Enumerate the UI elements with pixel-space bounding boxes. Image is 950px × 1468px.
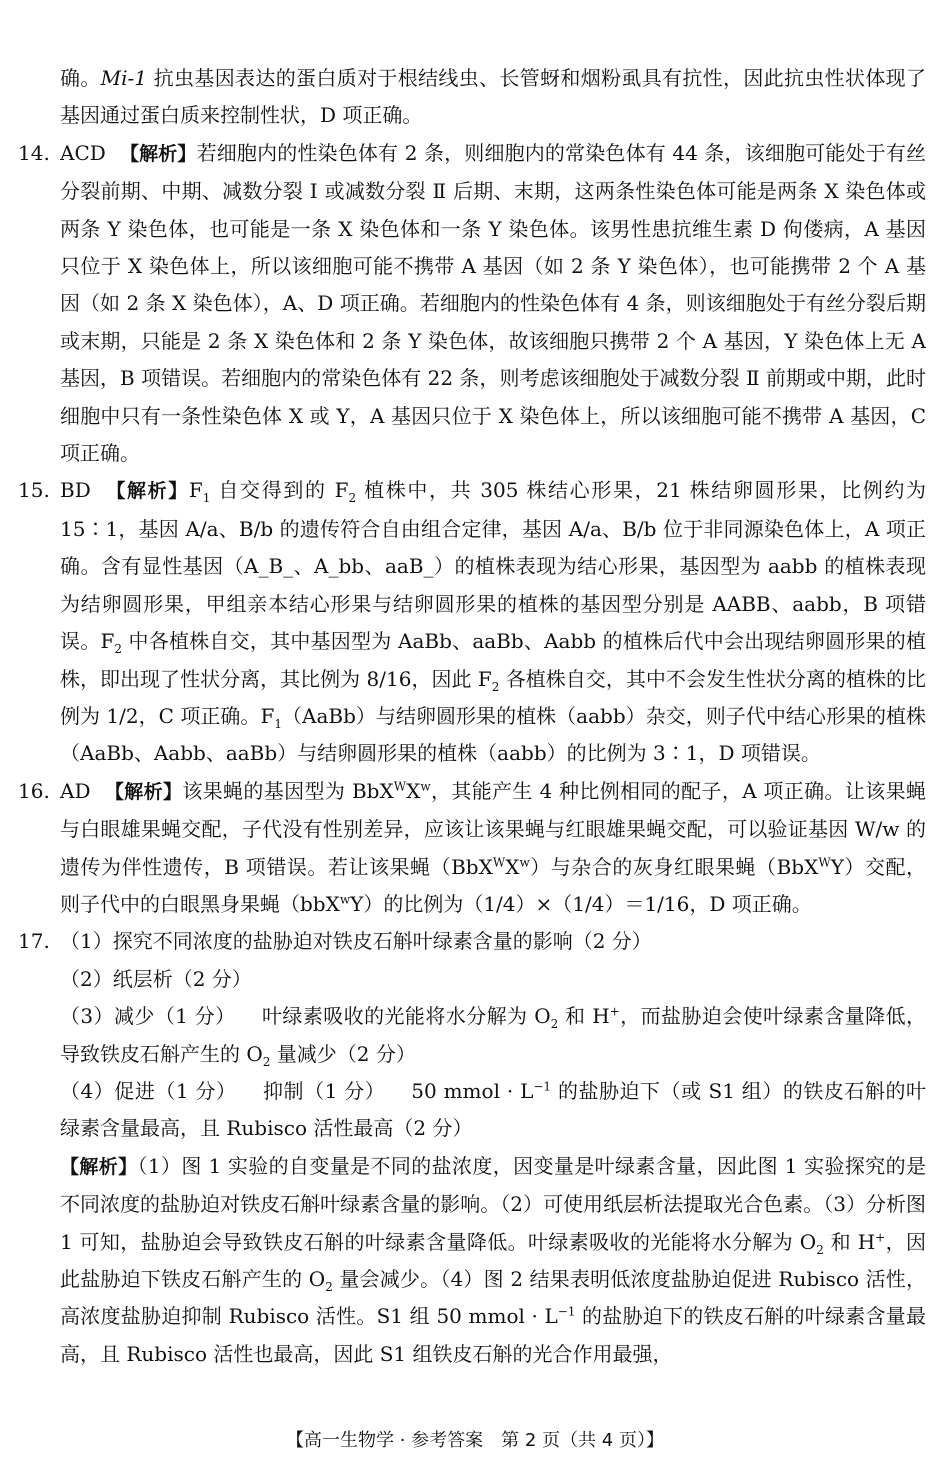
q13-continuation: 确。Mi-1 抗虫基因表达的蛋白质对于根结线虫、长管蚜和烟粉虱具有抗性，因此抗虫性状体现了基因通过蛋白质来控制性状，D 项正确。 (60, 66, 927, 128)
answer-4: （4）促进（1 分） 抑制（1 分） 50 mmol · $L^{-1}$ 的盐胁迫下（或 S1 组）的铁皮石斛的叶绿素含量最高，且 Rubisco 活性最高（2 分） (60, 1078, 926, 1141)
question-number: 15. (18, 478, 50, 503)
answer: BD (60, 478, 91, 503)
analysis-tag: 【解析】 (60, 1155, 138, 1178)
answer-3: （3）减少（1 分） 叶绿素吸收的光能将水分解为 $O_2$ 和 H+，而盐胁迫会使叶绿素含量降低，导致铁皮石斛产生的 $O_2$ 量减少（2 分） (60, 1004, 927, 1069)
analysis-text: 若细胞内的性染色体有 2 条，则细胞内的常染色体有 44 条，该细胞可能处于有丝分裂前期、中期、减数分裂 Ⅰ 或减数分裂 Ⅱ 后期、末期，这两条性染色体可能是两条 X 染色体或两条 Y 染色体，也可能是一条 X 染色体和一条 Y 染色体。该男性患抗维生素 D 佝偻病，A 基因只位于 X 染色体上，所以该细胞可能不携带 A 基因（如 2 条 Y 染色体），也可能携带 2 个 A 基因（如 2 条 X 染色体），A、D 项正确。若细胞内的性染色体有 4 条，则该细胞处于有丝分裂后期或末期，只能是 2 条 X 染色体和 2 条 Y 染色体，故该细胞只携带 2 个 A 基因，Y 染色体上无 A 基因，B 项错误。若细胞内的常染色体有 22 条，则考虑该细胞处于减数分裂 Ⅱ 前期或中期，此时细胞中只有一条性染色体 X 或 Y，A 基因只位于 X 染色体上，所以该细胞可能不携带 A 基因，C 项正确。 (60, 140, 926, 466)
answer: AD (60, 778, 91, 803)
question-17 (18, 923, 926, 960)
gene-name: Mi-1 (100, 66, 148, 90)
analysis-tag: 【解析】 (104, 780, 183, 803)
question-number: 16. (18, 778, 50, 803)
answer-1: （1）探究不同浓度的盐胁迫对铁皮石斛叶绿素含量的影响（2 分） (60, 929, 652, 954)
analysis-17: 【解析】（1）图 1 实验的自变量是不同的盐浓度，因变量是叶绿素含量，因此图 1 实验探究的是不同浓度的盐胁迫对铁皮石斛叶绿素含量的影响。（2）可使用纸层析法提取光合色素。（3）分析图 1 可知，盐胁迫会导致铁皮石斛的叶绿素含量降低。叶绿素吸收的光能将水分解为 $O_2$ 和 H+，因此盐胁迫下铁皮石斛产生的 $O_2$ 量会减少。（4）图 2 结果表明低浓度盐胁迫促进 Rubisco 活性，高浓度盐胁迫抑制 Rubisco 活性。S1 组 50 mmol · $L^{-1}$ 的盐胁迫下的铁皮石斛的叶绿素含量最高，且 Rubisco 活性也最高，因此 S1 组铁皮石斛的光合作用最强， (60, 1153, 927, 1366)
question-16: 16. AD 【解析】该果蝇的基因型为 $BbX^WX^w$，其能产生 4 种比例相同的配子，A 项正确。让该果蝇与白眼雄果蝇交配，子代没有性别差异，应该让该果蝇与红眼雄果蝇交配，可以验证基因 W/w 的遗传为伴性遗传，B 项错误。若让该果蝇$(BbX^WX^w)$与杂合的灰身红眼果蝇（BbX$^W$Y）交配，则子代中的白眼黑身果蝇（bbX$^w$Y）的比例为（1/4）×（1/4）＝1/16，D 项正确。 (60, 773, 926, 924)
body-text (18, 60, 927, 1373)
page-footer: 【高一生物学 · 参考答案 第 2 页（共 4 页）】 (286, 1430, 664, 1451)
question-15: 15. BD 【解析】$F_1$ 自交得到的 $F_2$ 植株中，共 305 株结心形果，21 株结卵圆形果，比例约为 15∶1，基因 A/a、B/b 的遗传符合自由组合定律，基因 A/a、B/b 位于非同源染色体上，A 项正确。含有显性基因（A_B_、A_bb、aaB_）的植株表现为结心形果，基因型为 aabb 的植株表现为结卵圆形果，甲组亲本结心形果与结卵圆形果的植株的基因型分别是 AABB、aabb，B 项错误。$F_2$ 中各植株自交，其中基因型为 AaBb、aaBb、Aabb 的植株后代中会出现结卵圆形果的植株，即出现了性状分离，其比例为 8/16，因此 $F_2$ 各植株自交，其中不会发生性状分离的植株的比例为 1/2，C 项正确。$F_1(AaBb)$与结卵圆形果的植株（aabb）杂交，则子代中结心形果的植株（AaBb、Aabb、aaBb）与结卵圆形果的植株（aabb）的比例为 3∶1，D 项错误。 (60, 472, 926, 772)
question-14 (18, 135, 926, 473)
answer: ACD (60, 140, 106, 165)
question-number: 14. (18, 140, 50, 165)
answer-2: （2）纸层析（2 分） (60, 966, 252, 991)
question-number: 17. (18, 929, 50, 954)
analysis-tag: 【解析】 (119, 142, 197, 165)
analysis-tag: 【解析】 (104, 480, 189, 503)
